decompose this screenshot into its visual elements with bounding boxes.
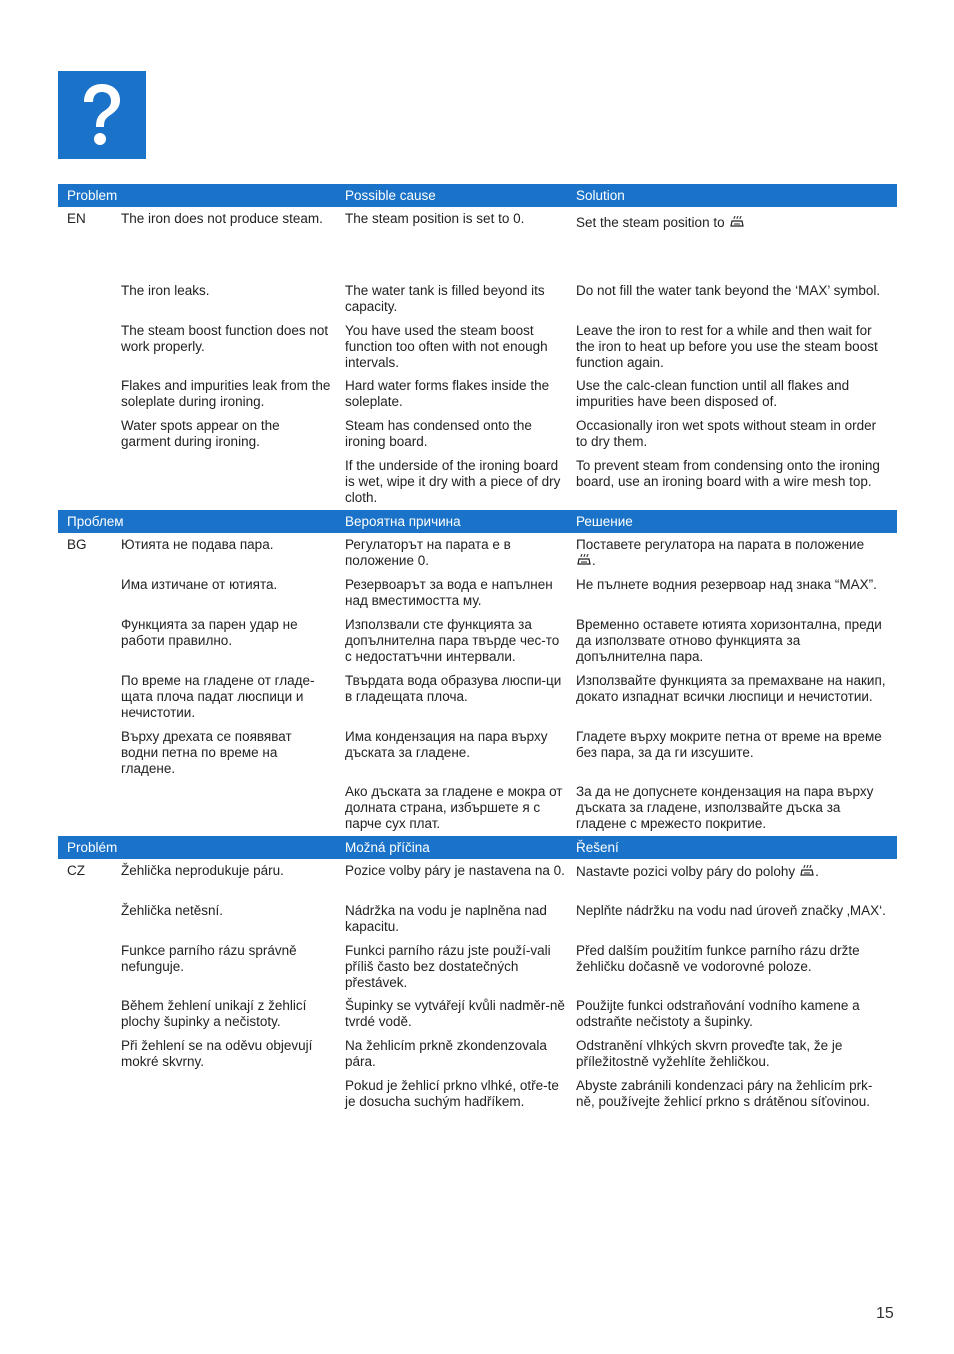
section-bg xyxy=(58,510,897,831)
cause-text: The steam position is set to 0. xyxy=(345,211,525,226)
section-en xyxy=(58,184,897,505)
language-code: CZ xyxy=(67,863,85,878)
header-cause: Možná příčina xyxy=(345,840,430,855)
cause-text: If the underside of the ironing board is wet, wipe it dry with a piece of dry cloth. xyxy=(345,458,561,505)
cause-text: Ако дъската за гладене е мокра от долната страна, избършете я с парче сух плат. xyxy=(345,784,563,831)
page-number: 15 xyxy=(876,1305,894,1322)
language-code: BG xyxy=(67,537,87,552)
header-solution: Solution xyxy=(576,188,625,203)
cause-text: Steam has condensed onto the ironing board. xyxy=(345,418,532,449)
table-header xyxy=(58,184,897,207)
solution-text: Použijte funkci odstraňování vodního kamene a odstraňte nečistoty a šupinky. xyxy=(576,998,860,1029)
header-solution: Řešení xyxy=(576,840,619,855)
table-header xyxy=(58,510,897,533)
problem-text: Flakes and impurities leak from the soleplate during ironing. xyxy=(121,378,331,409)
cause-text: Регулаторът на парата е в положение 0. xyxy=(345,537,511,568)
problem-text: The steam boost function does not work properly. xyxy=(121,323,329,354)
solution-text: За да не допуснете кондензация на пара върху дъската за гладене, използвайте дъска за гладене с мрежесто покритие. xyxy=(576,784,874,831)
solution-text: Use the calc-clean function until all flakes and impurities have been disposed of. xyxy=(576,378,850,409)
cause-text: You have used the steam boost function too often with not enough intervals. xyxy=(345,323,548,370)
problem-text: Върху дрехата се появяват водни петна по време на гладене. xyxy=(121,729,292,776)
section-cz xyxy=(58,836,897,1109)
cause-text: Hard water forms flakes inside the soleplate. xyxy=(345,378,550,409)
solution-text: Abyste zabránili kondenzaci páry na žehlicím prk-ně, používejte žehlicí prkno s drátěnou síťovinou. xyxy=(576,1078,873,1109)
problem-text: Water spots appear on the garment during ironing. xyxy=(121,418,280,449)
problem-text: The iron leaks. xyxy=(121,283,210,298)
problem-text: Žehlička netěsní. xyxy=(121,903,224,918)
solution-text: Leave the iron to rest for a while and then wait for the iron to heat up before you use the steam boost function again. xyxy=(576,323,878,370)
header-problem: Problém xyxy=(67,840,118,855)
cause-text: Pozice volby páry je nastavena na 0. xyxy=(345,863,565,878)
solution-text: Гладете върху мокрите петна от време на време без пара, за да ги изсушите. xyxy=(576,729,882,760)
problem-text: Žehlička neprodukuje páru. xyxy=(121,863,284,878)
solution-text: Nastavte pozici volby páry do polohy . xyxy=(576,864,819,879)
solution-text: Set the steam position to xyxy=(576,215,891,231)
cause-text: Твърдата вода образува люспи-ци в гладещата плоча. xyxy=(345,673,562,704)
table-header xyxy=(58,836,897,859)
cause-text: Na žehlicím prkně zkondenzovala pára. xyxy=(345,1038,547,1069)
cause-text: Pokud je žehlicí prkno vlhké, otře-te je dosucha suchým hadříkem. xyxy=(345,1078,559,1109)
solution-text: Před dalším použitím funkce parního rázu držte žehličku dočasně ve vodorovné poloze. xyxy=(576,943,860,974)
problem-text: Při žehlení se na oděvu objevují mokré skvrny. xyxy=(121,1038,313,1069)
cause-text: Има кондензация на пара върху дъската за гладене. xyxy=(345,729,548,760)
header-problem: Problem xyxy=(67,188,118,203)
header-problem: Проблем xyxy=(67,514,124,529)
solution-text: Използвайте функцията за премахване на накип, докато изпаднат всички люспици и нечистотии. xyxy=(576,673,886,704)
problem-text: Функцията за парен удар не работи правилно. xyxy=(121,617,298,648)
problem-text: The iron does not produce steam. xyxy=(121,211,323,226)
problem-text: Има изтичане от ютията. xyxy=(121,577,278,592)
solution-text: Поставете регулатора на парата в положение . xyxy=(576,537,865,568)
solution-text: Do not fill the water tank beyond the ‘MAX’ symbol. xyxy=(576,283,881,298)
cause-text: Използвали сте функцията за допълнителна пара твърде чес-то с недостатъчни интервали. xyxy=(345,617,560,664)
solution-text: Временно оставете ютията хоризонтална, преди да използвате отново функцията за допълнителна пара. xyxy=(576,617,882,664)
cause-text: The water tank is filled beyond its capacity. xyxy=(345,283,545,314)
steam-icon xyxy=(729,215,745,229)
solution-text: Odstranění vlhkých skvrn proveďte tak, že je příležitostně vyžehlíte žehličkou. xyxy=(576,1038,843,1069)
steam-icon xyxy=(576,553,592,567)
cause-text: Nádržka na vodu je naplněna nad kapacitu. xyxy=(345,903,547,934)
solution-text: Occasionally iron wet spots without steam in order to dry them. xyxy=(576,418,877,449)
language-code: EN xyxy=(67,211,86,226)
question-mark-icon xyxy=(58,71,146,159)
solution-text: To prevent steam from condensing onto the ironing board, use an ironing board with a wire mesh top. xyxy=(576,458,880,489)
problem-text: Během žehlení unikají z žehlicí plochy šupinky a nečistoty. xyxy=(121,998,307,1029)
header-cause: Possible cause xyxy=(345,188,436,203)
header-solution: Решение xyxy=(576,514,633,529)
steam-icon xyxy=(799,864,815,878)
problem-text: Ютията не подава пара. xyxy=(121,537,274,552)
cause-text: Funkci parního rázu jste použí-vali příliš často bez dostatečných přestávek. xyxy=(345,943,551,990)
header-cause: Вероятна причина xyxy=(345,514,461,529)
problem-text: По време на гладене от гладе-щата плоча падат люспици и нечистотии. xyxy=(121,673,315,720)
cause-text: Резервоарът за вода е напълнен над вместимостта му. xyxy=(345,577,553,608)
solution-text: Не пълнете водния резервоар над знака “MAX”. xyxy=(576,577,877,592)
problem-text: Funkce parního rázu správně nefunguje. xyxy=(121,943,297,974)
solution-text: Neplňte nádržku na vodu nad úroveň značky ‚MAX‘. xyxy=(576,903,886,918)
cause-text: Šupinky se vytvářejí kvůli nadměr-ně tvrdé vodě. xyxy=(345,998,565,1029)
